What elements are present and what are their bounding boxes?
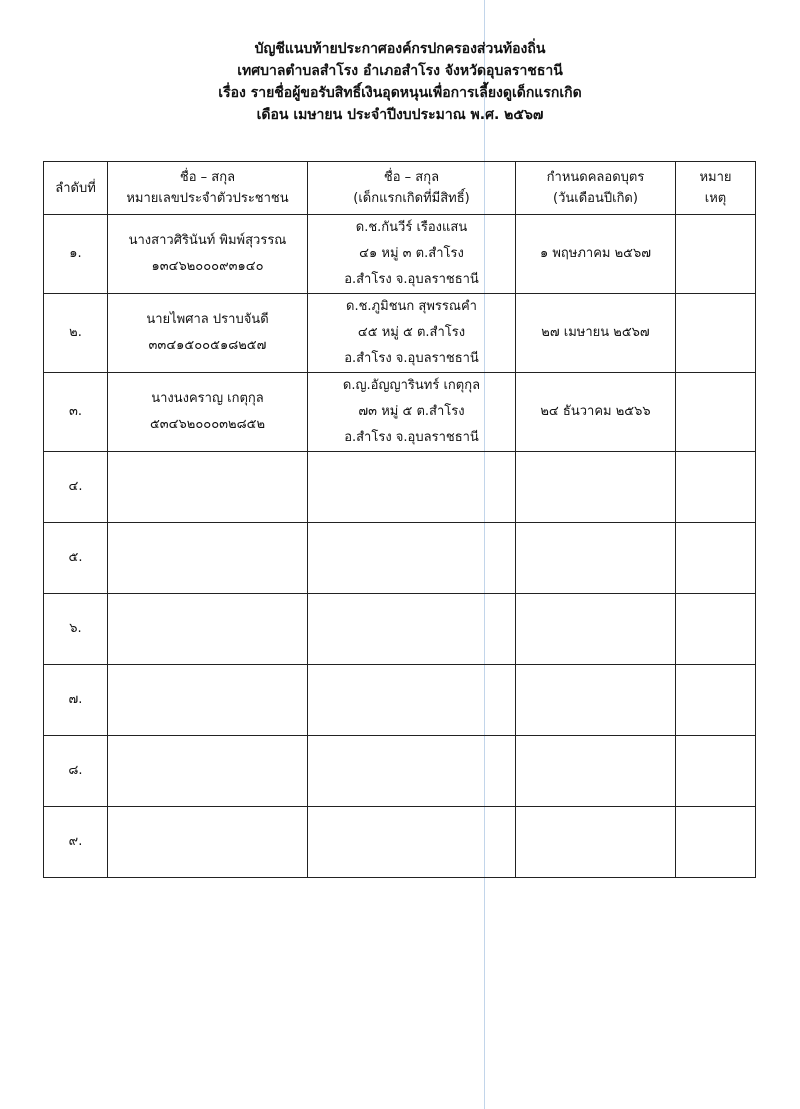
birth-date — [516, 665, 676, 736]
month-prefix: เดือน — [256, 107, 294, 123]
remark-cell — [676, 594, 756, 665]
child-address-2: อ.สำโรง จ.อุบลราชธานี — [344, 430, 479, 445]
child-address-1: ๔๕ หมู่ ๕ ต.สำโรง — [357, 325, 466, 340]
child-cell — [308, 294, 516, 373]
remark-cell — [676, 665, 756, 736]
table-row — [44, 452, 756, 523]
row-number: ๙. — [44, 807, 108, 878]
child-name: ด.ช.กันวีร์ เรืองแสน — [355, 220, 468, 235]
col-header-birth: กำหนดคลอดบุตร (วันเดือนปีเกิด) — [516, 162, 676, 215]
remark-cell — [676, 373, 756, 452]
applicant-table — [43, 161, 756, 878]
child-name: ด.ญ.อัญญารินทร์ เกตุกุล — [342, 378, 481, 393]
remark-cell — [676, 215, 756, 294]
child-address-2: อ.สำโรง จ.อุบลราชธานี — [344, 351, 479, 366]
row-number: ๗. — [44, 665, 108, 736]
applicant-id: ๓๓๔๑๕๐๐๕๑๘๒๕๗ — [148, 338, 267, 353]
header-line-4 — [0, 104, 800, 126]
birth-date — [516, 807, 676, 878]
remark-cell — [676, 452, 756, 523]
applicant-id: ๕๓๔๖๒๐๐๐๓๒๘๕๒ — [149, 417, 266, 432]
header-line-3: เรื่อง รายชื่อผู้ขอรับสิทธิ์เงินอุดหนุนเพื่อการเลี้ยงดูเด็กแรกเกิด — [218, 85, 582, 101]
birth-date: ๒๗ เมษายน ๒๕๖๗ — [516, 294, 676, 373]
child-name: ด.ช.ภูมิชนก สุพรรณคำ — [346, 299, 477, 314]
row-number: ๓. — [44, 373, 108, 452]
row-number: ๕. — [44, 523, 108, 594]
applicant-id: ๑๓๔๖๒๐๐๐๙๓๑๔๐ — [151, 259, 264, 274]
child-cell — [308, 807, 516, 878]
applicant-cell — [108, 523, 308, 594]
remark-cell — [676, 807, 756, 878]
applicant-cell — [108, 215, 308, 294]
birth-date: ๒๔ ธันวาคม ๒๕๖๖ — [516, 373, 676, 452]
row-number: ๒. — [44, 294, 108, 373]
col-header-remark: หมาย เหตุ — [676, 162, 756, 215]
child-address-1: ๗๓ หมู่ ๕ ต.สำโรง — [358, 404, 465, 419]
birth-date: ๑ พฤษภาคม ๒๕๖๗ — [516, 215, 676, 294]
table-row — [44, 373, 756, 452]
table-row — [44, 665, 756, 736]
remark-cell — [676, 294, 756, 373]
applicant-cell — [108, 452, 308, 523]
applicant-cell — [108, 294, 308, 373]
col-header-child: ชื่อ – สกุล (เด็กแรกเกิดที่มีสิทธิ์) — [308, 162, 516, 215]
month-name: เมษายน — [293, 107, 343, 123]
table-row — [44, 523, 756, 594]
applicant-cell — [108, 807, 308, 878]
header-line-1: บัญชีแนบท้ายประกาศองค์กรปกครองส่วนท้องถิ่น — [254, 41, 546, 57]
birth-date — [516, 523, 676, 594]
header-line-2: เทศบาลตำบลสำโรง อำเภอสำโรง จังหวัดอุบลราชธานี — [237, 63, 563, 79]
child-cell — [308, 594, 516, 665]
row-number: ๑. — [44, 215, 108, 294]
table-row — [44, 294, 756, 373]
remark-cell — [676, 523, 756, 594]
birth-date — [516, 452, 676, 523]
child-cell — [308, 452, 516, 523]
table-row — [44, 736, 756, 807]
child-address-1: ๔๑ หมู่ ๓ ต.สำโรง — [359, 246, 464, 261]
row-number: ๔. — [44, 452, 108, 523]
row-number: ๖. — [44, 594, 108, 665]
child-cell — [308, 215, 516, 294]
birth-date — [516, 736, 676, 807]
table-row — [44, 215, 756, 294]
child-cell — [308, 736, 516, 807]
row-number: ๘. — [44, 736, 108, 807]
child-address-2: อ.สำโรง จ.อุบลราชธานี — [344, 272, 479, 287]
col-header-applicant: ชื่อ – สกุล หมายเลขประจำตัวประชาชน — [108, 162, 308, 215]
col-header-no: ลำดับที่ — [44, 162, 108, 215]
applicant-name: นางนงคราญ เกตุกุล — [151, 391, 264, 406]
applicant-cell — [108, 665, 308, 736]
document-header — [0, 38, 800, 126]
table-row — [44, 807, 756, 878]
birth-date — [516, 594, 676, 665]
applicant-name: นายไพศาล ปราบจันดี — [146, 312, 269, 327]
table-header-row — [44, 162, 756, 215]
table-row — [44, 594, 756, 665]
applicant-name: นางสาวศิรินันท์ พิมพ์สุวรรณ — [128, 233, 287, 248]
applicant-cell — [108, 736, 308, 807]
applicant-cell — [108, 594, 308, 665]
child-cell — [308, 373, 516, 452]
child-cell — [308, 665, 516, 736]
child-cell — [308, 523, 516, 594]
fiscal-year: ประจำปีงบประมาณ พ.ศ. ๒๕๖๗ — [342, 107, 544, 123]
applicant-cell — [108, 373, 308, 452]
remark-cell — [676, 736, 756, 807]
